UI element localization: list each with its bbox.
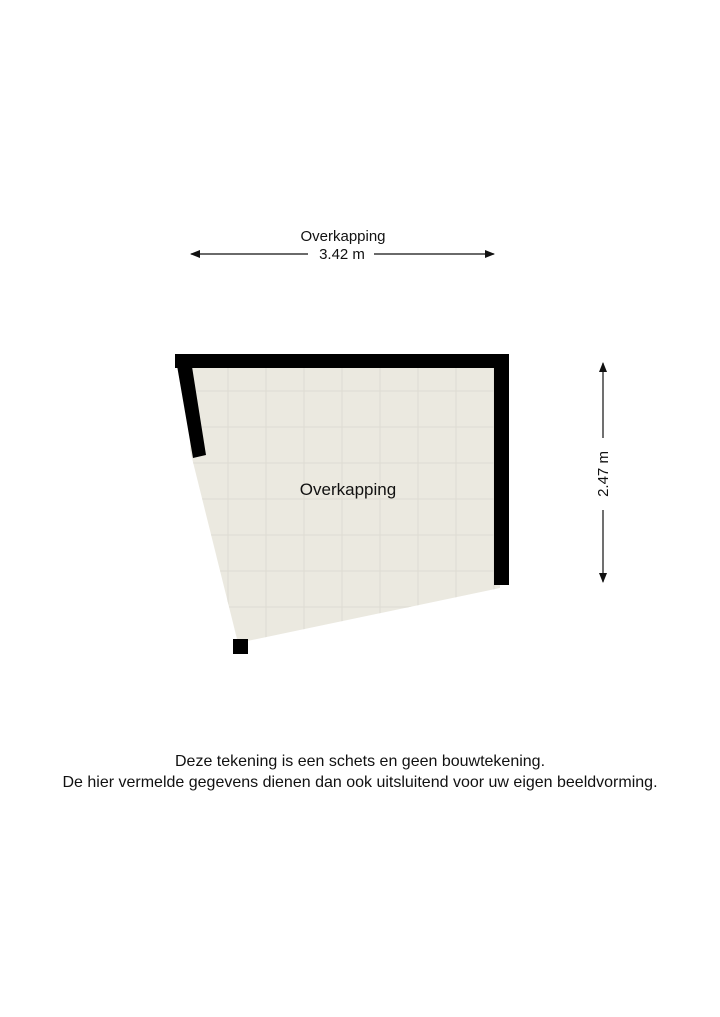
depth-dimension xyxy=(595,363,612,582)
floor-surface xyxy=(190,362,500,643)
disclaimer-line-2: De hier vermelde gegevens dienen dan ook uitsluitend voor uw eigen beeldvorming. xyxy=(62,774,658,791)
width-dimension xyxy=(191,246,494,263)
column-post xyxy=(233,639,248,654)
disclaimer xyxy=(0,751,720,793)
floor-title: Overkapping xyxy=(300,228,386,245)
disclaimer-line-1: Deze tekening is een schets en geen bouwtekening. xyxy=(174,753,546,770)
wall-right xyxy=(494,354,509,585)
room-overkapping xyxy=(180,355,505,650)
width-dimension-label: 3.42 m xyxy=(319,246,365,263)
room-label: Overkapping xyxy=(299,480,397,499)
depth-dimension-label: 2.47 m xyxy=(595,451,612,497)
wall-top xyxy=(175,354,509,368)
